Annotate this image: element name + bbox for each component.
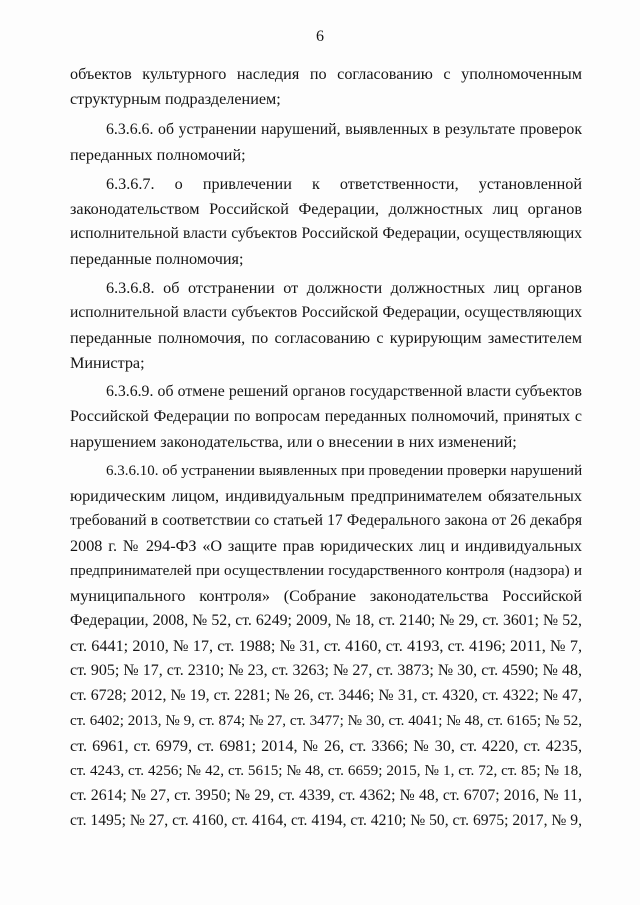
text-line: предпринимателей при осуществлении государственного контроля (надзора) и xyxy=(70,562,582,579)
text-line: юридическим лицом, индивидуальным предпринимателем обязательных xyxy=(70,487,582,505)
text-line: нарушением законодательства, или о внесении в них изменений; xyxy=(70,433,517,451)
text-line: ст. 2614; № 27, ст. 3950; № 29, ст. 4339, ст. 4362; № 48, ст. 6707; 2016, № 11, xyxy=(70,787,582,804)
text-line: ст. 6961, ст. 6979, ст. 6981; 2014, № 26, ст. 3366; № 30, ст. 4220, ст. 4235, xyxy=(70,737,582,755)
text-line: ст. 905; № 17, ст. 2310; № 23, ст. 3263; № 27, ст. 3873; № 30, ст. 4590; № 48, xyxy=(70,662,582,679)
text-line: Министра; xyxy=(70,354,145,372)
text-line: ст. 6728; 2012, № 19, ст. 2281; № 26, ст. 3446; № 31, ст. 4320, ст. 4322; № 47, xyxy=(70,687,582,704)
text-line: ст. 6441; 2010, № 17, ст. 1988; № 31, ст. 4160, ст. 4193, ст. 4196; 2011, № 7, xyxy=(70,637,582,655)
text-line: 6.3.6.6. об устранении нарушений, выявленных в результате проверок xyxy=(106,121,582,138)
text-line: исполнительной власти субъектов Российской Федерации, осуществляющих xyxy=(70,304,582,321)
text-line: переданные полномочия; xyxy=(70,250,244,268)
text-line: Федерации, 2008, № 52, ст. 6249; 2009, № 18, ст. 2140; № 29, ст. 3601; № 52, xyxy=(70,612,582,629)
text-line: переданных полномочий; xyxy=(70,146,246,164)
text-line: Российской Федерации по вопросам переданных полномочий, принятых с xyxy=(70,408,582,425)
text-line: объектов культурного наследия по согласованию с уполномоченным xyxy=(70,65,582,83)
text-line: 2008 г. № 294-ФЗ «О защите прав юридических лиц и индивидуальных xyxy=(70,537,582,555)
text-line: 6.3.6.10. об устранении выявленных при проведении проверки нарушений xyxy=(106,463,583,479)
text-line: муниципального контроля» (Собрание законодательства Российской xyxy=(70,587,582,605)
text-line: структурным подразделением; xyxy=(70,90,281,108)
page-number: 6 xyxy=(316,28,324,45)
text-line: требований в соответствии со статьей 17 Федерального закона от 26 декабря xyxy=(70,512,582,529)
text-line: 6.3.6.9. об отмене решений органов государственной власти субъектов xyxy=(106,383,582,400)
text-line: ст. 6402; 2013, № 9, ст. 874; № 27, ст. 3477; № 30, ст. 4041; № 48, ст. 6165; № 52, xyxy=(70,713,582,729)
text-line: 6.3.6.8. об отстранении от должности должностных лиц органов xyxy=(106,279,582,297)
text-line: исполнительной власти субъектов Российской Федерации, осуществляющих xyxy=(70,225,582,242)
text-line: 6.3.6.7. о привлечении к ответственности, установленной xyxy=(106,175,582,193)
text-line: ст. 4243, ст. 4256; № 42, ст. 5615; № 48, ст. 6659; 2015, № 1, ст. 72, ст. 85; № 18, xyxy=(70,762,582,779)
text-line: законодательством Российской Федерации, должностных лиц органов xyxy=(70,200,582,218)
text-line: переданные полномочия, по согласованию с курирующим заместителем xyxy=(70,329,582,347)
text-line: ст. 1495; № 27, ст. 4160, ст. 4164, ст. 4194, ст. 4210; № 50, ст. 6975; 2017, № 9, xyxy=(70,812,582,829)
